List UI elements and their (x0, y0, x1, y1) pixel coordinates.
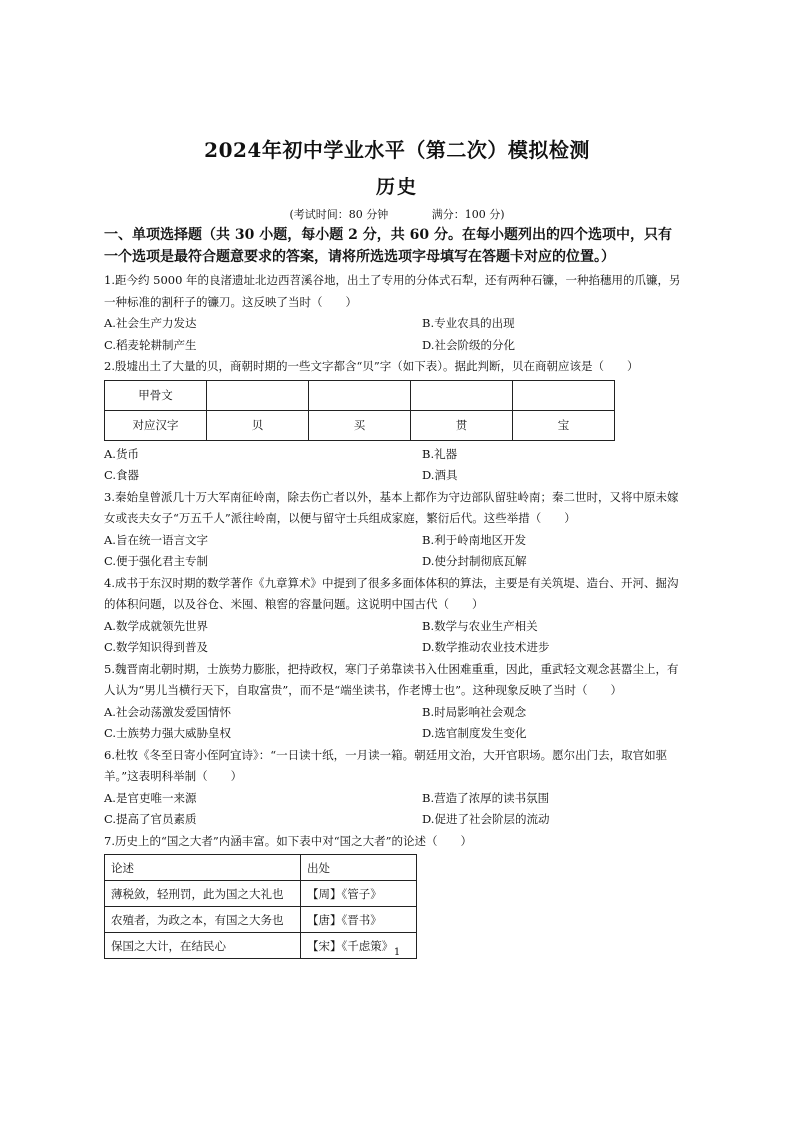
exam-score: 满分：100 分) (431, 208, 505, 221)
oracle-glyph-cell (411, 380, 513, 410)
table-cell: 【周】《管子》 (301, 881, 417, 907)
option-c: C.稻麦轮耕制产生 (104, 337, 197, 352)
option-c: C.数学知识得到普及 (104, 640, 209, 654)
table-cell: 薄税敛，轻刑罚，此为国之大礼也 (105, 881, 301, 907)
option-b: B.利于岭南地区开发 (422, 532, 527, 547)
question-4-options (104, 616, 684, 659)
question-4-stem: 4.成书于东汉时期的数学著作《九章算术》中提到了很多多面体体积的算法，主要是有关筑堤、造台、开河、掘沟的体积问题，以及谷仓、米囤、粮窖的容量问题。这说明中国古代（ ） (104, 575, 679, 611)
option-a: A.社会生产力发达 (104, 316, 197, 330)
question-2-options (104, 444, 684, 487)
table-cell: 【唐】《晋书》 (301, 907, 417, 933)
char-cell: 贝 (207, 410, 309, 440)
oracle-glyph-cell (513, 380, 615, 410)
option-c: C.便于强化君主专制 (104, 554, 209, 568)
table-row (105, 881, 417, 907)
table-header-row (105, 855, 417, 881)
option-c: C.士族势力强大威胁皇权 (104, 726, 232, 740)
exam-title: 2024年初中学业水平（第二次）模拟检测 (204, 138, 590, 162)
question-1-stem: 1.距今约 5000 年的良渚遗址北边西苕溪谷地，出土了专用的分体式石犁，还有两种石镰，一种掐穗用的爪镰，另一种标准的割秆子的镰刀。这反映了当时（ ） (104, 273, 681, 309)
oracle-glyph-cell (207, 380, 309, 410)
table-cell: 【宋】《千虑策》 (301, 933, 417, 959)
question-6-stem: 6.杜牧《冬至日寄小侄阿宜诗》：“一日读十纸，一月读一箱。朝廷用文治，大开官职场。愿尔出门去，取官如驱羊。”这表明科举制（ ） (104, 747, 668, 783)
char-cell: 宝 (513, 410, 615, 440)
question-2-stem: 2.殷墟出土了大量的贝，商朝时期的一些文字都含“贝”字（如下表）。据此判断，贝在商朝应该是（ ） (104, 359, 639, 373)
option-b: B.时局影响社会观念 (422, 704, 527, 719)
guozhidazhe-table (104, 854, 417, 959)
question-5-options (104, 702, 684, 745)
question-7-stem: 7.历史上的“国之大者”内涵丰富。如下表中对“国之大者”的论述（ ） (104, 833, 472, 848)
option-a: A.社会动荡激发爱国情怀 (104, 704, 231, 719)
row-label: 甲骨文 (105, 380, 207, 410)
exam-info (0, 206, 794, 222)
option-b: B.营造了浓厚的读书氛围 (422, 790, 550, 805)
option-d: D.促进了社会阶层的流动 (422, 812, 550, 826)
table-cell: 农殖者，为政之本，有国之大务也 (105, 907, 301, 933)
exam-time: (考试时间：80 分钟 (289, 208, 389, 221)
char-cell: 贯 (411, 410, 513, 440)
oracle-bone-table (104, 380, 615, 441)
char-cell: 买 (309, 410, 411, 440)
option-a: A.货币 (104, 446, 139, 461)
option-a: A.旨在统一语言文字 (104, 532, 208, 547)
option-a: A.数学成就领先世界 (104, 618, 208, 633)
table-cell: 保国之大计，在结民心 (105, 933, 301, 959)
option-b: B.礼器 (422, 446, 458, 461)
row-label: 对应汉字 (105, 410, 207, 440)
question-3-stem: 3.秦始皇曾派几十万大军南征岭南，除去伤亡者以外，基本上都作为守边部队留驻岭南；秦二世时，又将中原未嫁女或丧夫女子“万五千人”派往岭南，以便与留守士兵组成家庭，繁衍后代。这些举措（ ） (104, 489, 679, 525)
option-b: B.数学与农业生产相关 (422, 618, 538, 633)
option-b: B.专业农具的出现 (422, 316, 515, 330)
table-row (105, 907, 417, 933)
table-row (105, 380, 615, 410)
page-number: 1 (393, 947, 401, 958)
option-d: D.酒具 (422, 468, 458, 482)
table-row (105, 410, 615, 440)
subject-title: 历史 (375, 176, 418, 198)
option-d: D.使分封制彻底瓦解 (422, 554, 527, 568)
questions (104, 224, 684, 962)
column-header: 出处 (301, 855, 417, 881)
option-d: D.数学推动农业技术进步 (422, 640, 550, 654)
question-6-options (104, 788, 684, 831)
option-d: D.选官制度发生变化 (422, 726, 527, 740)
option-a: A.是官吏唯一来源 (104, 790, 197, 805)
question-1-options (104, 313, 684, 356)
column-header: 论述 (105, 855, 301, 881)
option-c: C.提高了官员素质 (104, 812, 197, 826)
question-5-stem: 5.魏晋南北朝时期，士族势力膨胀，把持政权，寒门子弟靠读书入仕困难重重，因此，重武轻文观念甚嚣尘上，有人认为“男儿当横行天下，自取富贵”，而不是“端坐读书，作老博士也”。这种现象反映了当时（ ） (104, 661, 679, 697)
option-c: C.食器 (104, 468, 140, 482)
oracle-glyph-cell (309, 380, 411, 410)
option-d: D.社会阶级的分化 (422, 337, 515, 352)
question-3-options (104, 530, 684, 573)
section-heading: 一、单项选择题（共 30 小题，每小题 2 分，共 60 分。在每小题列出的四个选项中，只有一个选项是最符合题意要求的答案，请将所选选项字母填写在答题卡对应的位置。） (104, 227, 672, 265)
